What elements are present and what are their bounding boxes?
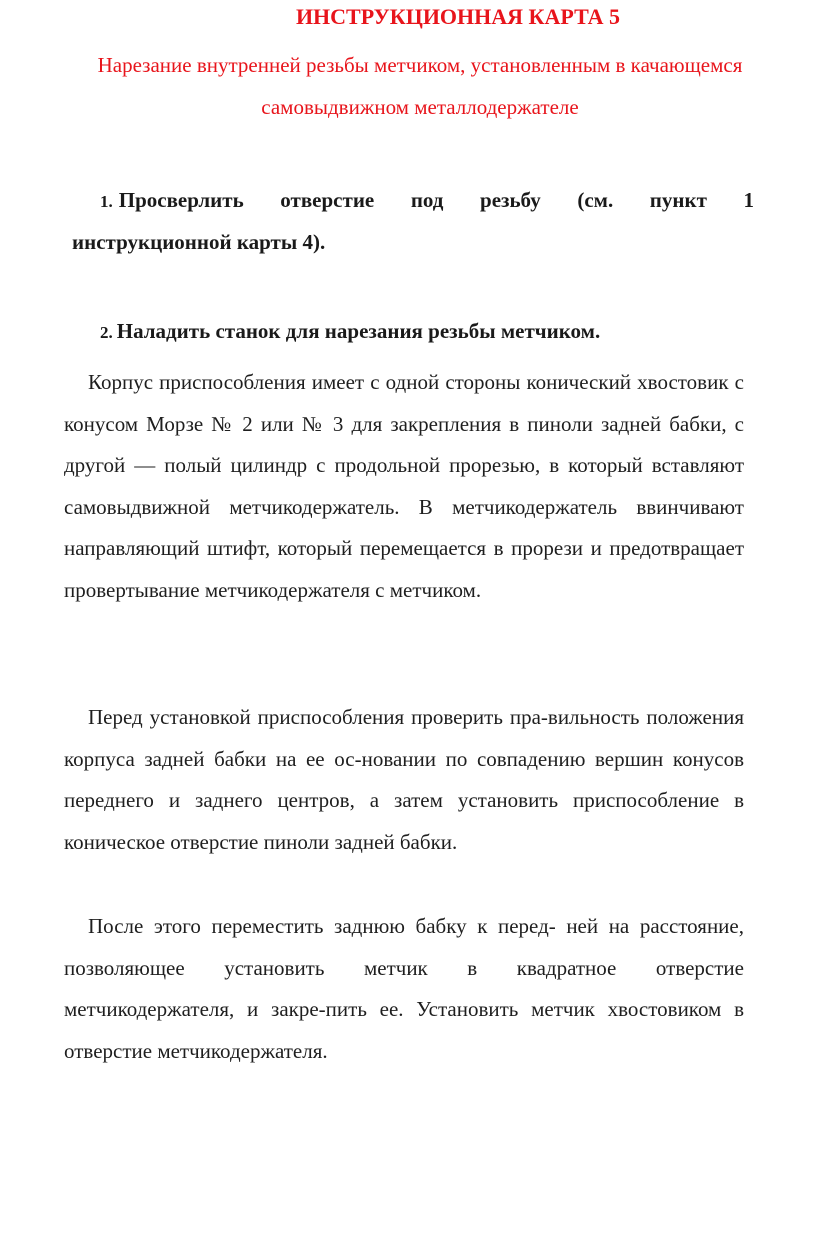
step-1-word: (см. xyxy=(577,188,614,212)
step-1-word: Просверлить xyxy=(118,188,244,212)
step-1-word: пункт xyxy=(649,188,707,212)
step-1-word: отверстие xyxy=(280,188,375,212)
step-1-line xyxy=(72,180,754,222)
paragraph-1: Корпус приспособления имеет с одной стороны конический хвостовик с конусом Морзе № 2 или № 3 для закрепления в пиноли задней бабки, с другой — полый цилиндр с продольной прорезью, в который вставляют самовыдвижной метчикодержатель. В метчикодержатель ввинчивают направляющий штифт, который перемещается в прорези и предотвращает провертывание метчикодержателя с метчиком. xyxy=(64,370,744,602)
paragraph-2: Перед установкой приспособления проверить пра-вильность положения корпуса задней бабки на ее ос-новании по совпадению вершин конусов переднего и заднего центров, а затем установить приспособление в коническое отверстие пиноли задней бабки. xyxy=(64,705,744,854)
step-1-word: резьбу xyxy=(480,188,541,212)
document-title: ИНСТРУКЦИОННАЯ КАРТА 5 xyxy=(295,4,621,29)
step-1 xyxy=(72,180,754,262)
step-1-continuation: инструкционной карты 4). xyxy=(72,230,326,254)
step-1-first-word xyxy=(100,180,244,222)
paragraph-3: После этого переместить заднюю бабку к перед- ней на расстояние, позволяющее установить метчик в квадратное отверстие метчикодержателя, и закре-пить ее. Установить метчик хвостовиком в отверстие метчикодержателя. xyxy=(64,914,744,1063)
document-subtitle: Нарезание внутренней резьбы метчиком, установленным в качающемся самовыдвижном металлодержателе xyxy=(97,53,743,119)
step-2-text: Наладить станок для нарезания резьбы метчиком. xyxy=(116,319,601,343)
step-1-number: 1. xyxy=(100,192,113,211)
step-2-number: 2. xyxy=(100,323,113,342)
step-2 xyxy=(100,316,600,348)
step-1-word: под xyxy=(410,188,444,212)
step-1-word: 1 xyxy=(743,188,754,212)
